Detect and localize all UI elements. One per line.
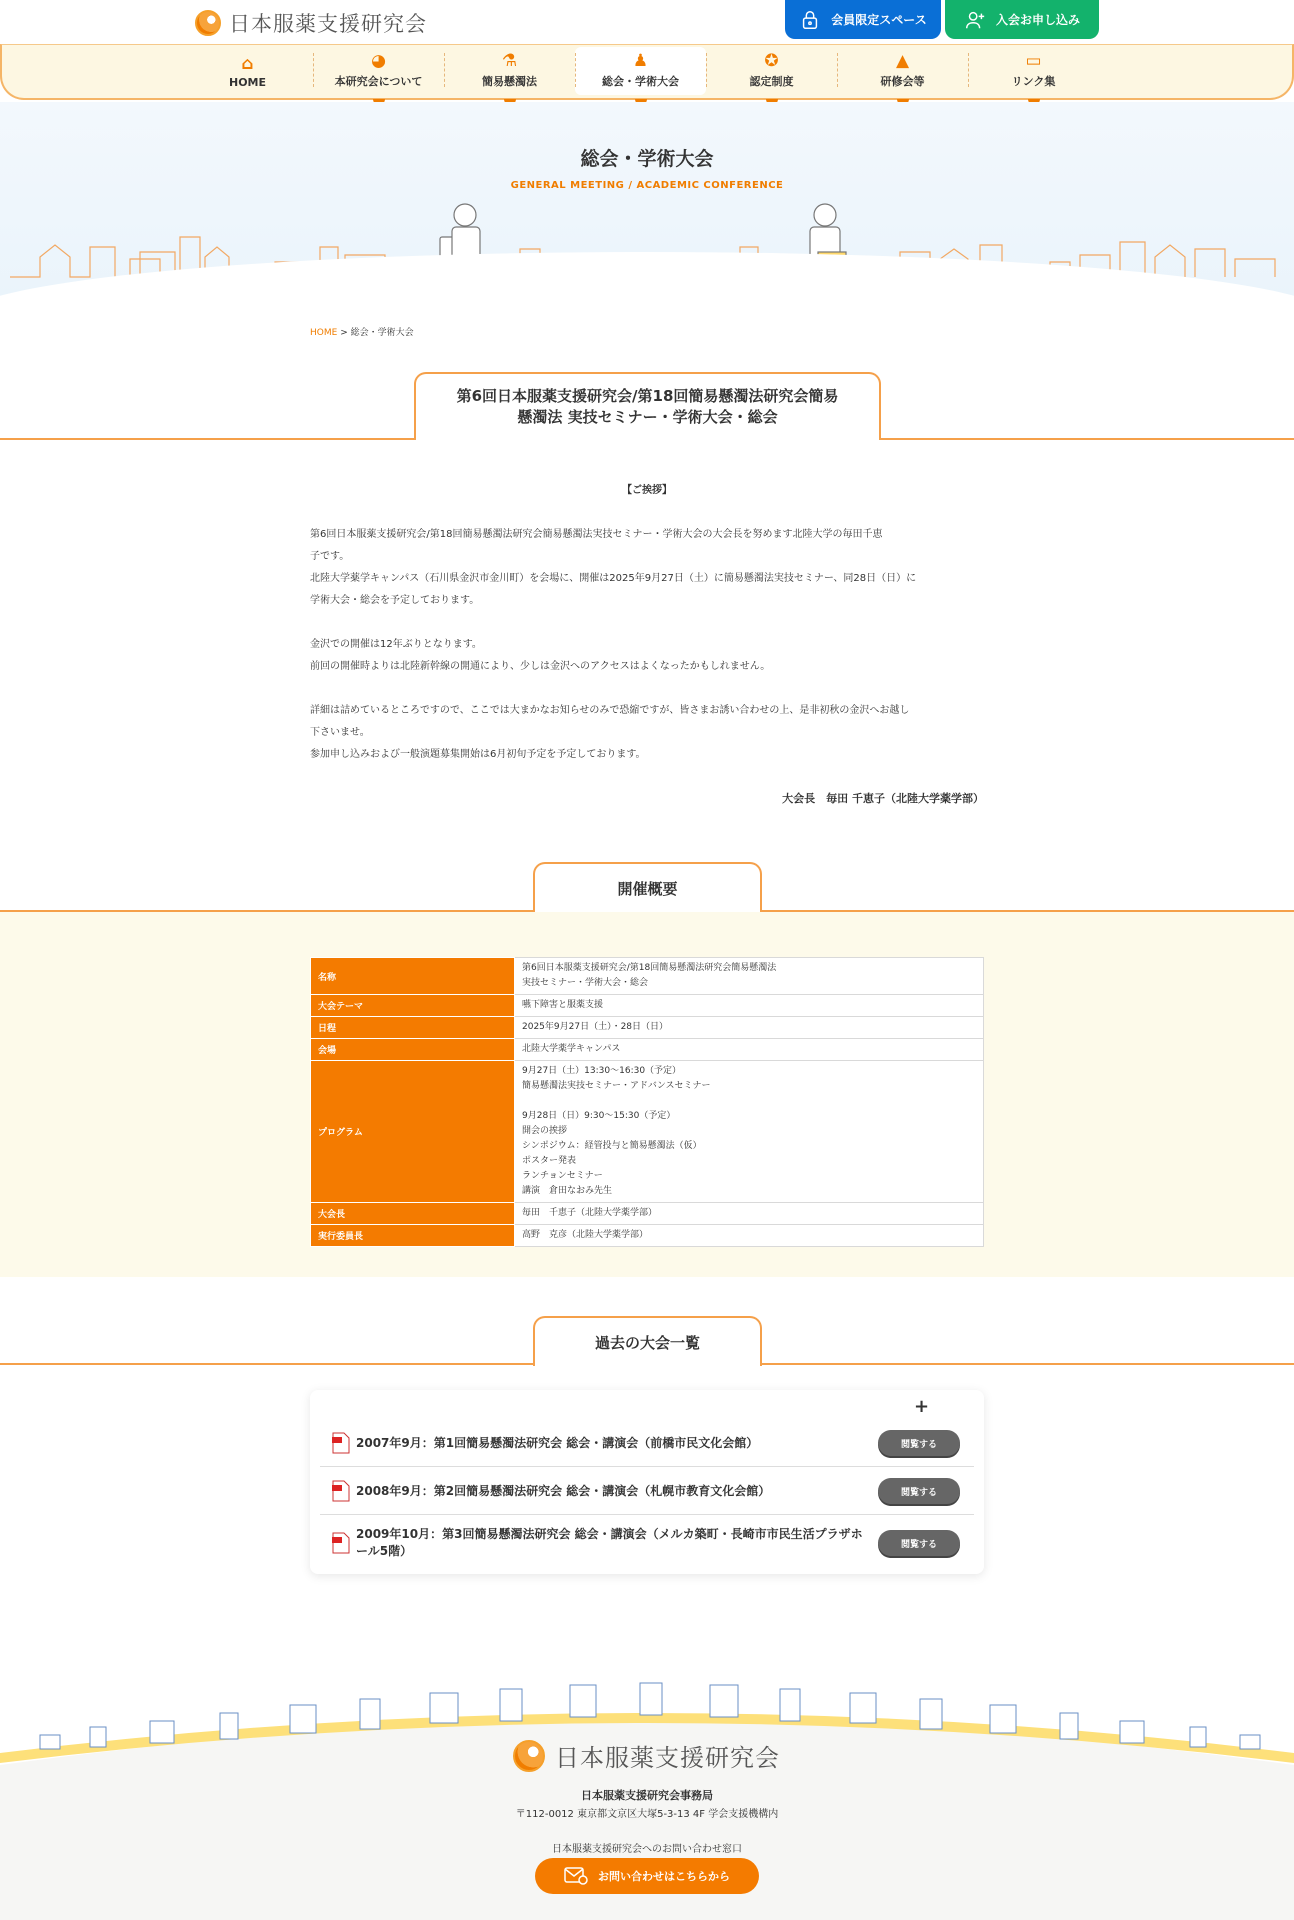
- value-line: 実技セミナー・学術大会・総会: [522, 978, 649, 988]
- nav-item-home[interactable]: [182, 47, 313, 95]
- signature: 大会長 毎田 千恵子（北陸大学薬学部）: [782, 792, 984, 805]
- text-line: 北陸大学薬学キャンパス（石川県金沢市金川町）を会場に、開催は2025年9月27日（土）に簡易懸濁法実技セミナー、同28日（日）に: [310, 573, 917, 584]
- row-label: 名称: [311, 958, 515, 995]
- list-item: [320, 1468, 974, 1515]
- greeting-section: [310, 480, 984, 810]
- text-line: 下さいませ。: [310, 727, 370, 738]
- row-value: 毎田 千恵子（北陸大学薬学部）: [515, 1203, 984, 1225]
- greeting-paragraph: [310, 700, 984, 766]
- global-nav: [182, 47, 1099, 95]
- nav-item-about[interactable]: [313, 47, 444, 95]
- nav-item-training[interactable]: [837, 47, 968, 95]
- value-line: ランチョンセミナー: [522, 1171, 603, 1181]
- site-footer: [0, 1655, 1294, 1920]
- table-row: [311, 995, 984, 1017]
- nav-item-certification[interactable]: [706, 47, 837, 95]
- contact-button[interactable]: [535, 1858, 759, 1894]
- nav-label: 簡易懸濁法: [482, 75, 537, 88]
- site-header: [0, 0, 1294, 102]
- conference-icon: ♟: [632, 51, 649, 71]
- text-line: 学術大会・総会を予定しております。: [310, 595, 480, 606]
- breadcrumb-current: 総会・学術大会: [350, 328, 414, 338]
- logo-mark-icon: [513, 1740, 545, 1772]
- row-label: 日程: [311, 1017, 515, 1039]
- overview-table: [310, 957, 984, 1247]
- overview-heading: 開催概要: [533, 862, 762, 912]
- expand-toggle-icon[interactable]: +: [914, 1396, 930, 1417]
- row-label: 大会テーマ: [311, 995, 515, 1017]
- row-value: 北陸大学薬学キャンパス: [515, 1039, 984, 1061]
- breadcrumb-separator: >: [340, 328, 348, 338]
- join-label: 入会お申し込み: [995, 13, 1080, 27]
- table-row: [311, 1203, 984, 1225]
- value-line: 9月27日（土）13:30〜16:30（予定）: [522, 1066, 682, 1076]
- greeting-paragraph: [310, 524, 984, 612]
- text-line: 金沢での開催は12年ぶりとなります。: [310, 639, 482, 650]
- page-hero: [0, 102, 1294, 302]
- table-row: [311, 1017, 984, 1039]
- table-row: [311, 958, 984, 995]
- greeting-heading: 【ご挨拶】: [622, 485, 672, 496]
- value-line: 開会の挨拶: [522, 1126, 568, 1136]
- value-line: 第6回日本服薬支援研究会/第18回簡易懸濁法研究会簡易懸濁法: [522, 963, 777, 973]
- footer-contact-label: 日本服薬支援研究会へのお問い合わせ窓口: [552, 1844, 742, 1855]
- medicine-icon: ⚗: [501, 51, 518, 71]
- table-row: [311, 1039, 984, 1061]
- value-line: シンポジウム：経管投与と簡易懸濁法（仮）: [522, 1141, 702, 1151]
- page-title: 総会・学術大会: [580, 148, 714, 170]
- nav-label: リンク集: [1011, 75, 1056, 88]
- past-item-title: [356, 1526, 878, 1560]
- mail-icon: [564, 1867, 588, 1885]
- text-line: 参加申し込みおよび一般演題募集開始は6月初旬予定を予定しております。: [310, 749, 646, 760]
- nav-item-links[interactable]: [968, 47, 1099, 95]
- pdf-icon: [332, 1480, 350, 1502]
- nav-label: 総会・学術大会: [602, 75, 679, 88]
- nav-item-suspension[interactable]: [444, 47, 575, 95]
- nav-item-conference[interactable]: [575, 47, 706, 95]
- past-conference-list: [310, 1390, 984, 1574]
- row-label: 大会長: [311, 1203, 515, 1225]
- value-line: 講演 倉田なおみ先生: [522, 1186, 613, 1196]
- text-line: 子です。: [310, 551, 350, 562]
- nav-label: 認定制度: [749, 75, 794, 88]
- table-row: [311, 1225, 984, 1247]
- row-value: [515, 1061, 984, 1203]
- row-value: 2025年9月27日（土）・28日（日）: [515, 1017, 984, 1039]
- badge-icon: ✪: [764, 51, 779, 71]
- row-value: 嚥下障害と服薬支援: [515, 995, 984, 1017]
- footer-address: 〒112-0012 東京都文京区大塚5-3-13 4F 学会支援機構内: [515, 1809, 779, 1820]
- breadcrumb: [310, 325, 414, 338]
- user-plus-icon: [964, 9, 986, 31]
- logo-icon: ◕: [371, 51, 386, 71]
- text-line: 2009年10月：第3回簡易懸濁法研究会 総会・講演会（メルカ築町・長崎市市民生活プラザホ: [356, 1527, 863, 1541]
- row-label: 会場: [311, 1039, 515, 1061]
- footer-logo-text: 日本服薬支援研究会: [555, 1744, 780, 1772]
- page-subtitle: GENERAL MEETING / ACADEMIC CONFERENCE: [510, 180, 784, 191]
- pdf-icon: [332, 1532, 350, 1554]
- text-line: ール5階）: [356, 1544, 413, 1558]
- text-line: 前回の開催時よりは北陸新幹線の開通により、少しは金沢へのアクセスはよくなったかもしれません。: [310, 661, 771, 672]
- list-item: [320, 1516, 974, 1570]
- nav-label: HOME: [228, 76, 267, 89]
- pdf-icon: [332, 1432, 350, 1454]
- monitor-icon: ▭: [1025, 51, 1042, 71]
- value-line: 簡易懸濁法実技セミナー・アドバンスセミナー: [522, 1081, 711, 1091]
- row-label: 実行委員長: [311, 1225, 515, 1247]
- breadcrumb-home-link[interactable]: HOME: [310, 328, 338, 338]
- text-line: 第6回日本服薬支援研究会/第18回簡易懸濁法研究会簡易懸濁法実技セミナー・学術大会の大会長を努めます北陸大学の毎田千恵: [310, 529, 883, 540]
- logo-mark-icon: [195, 10, 221, 36]
- view-button[interactable]: 閲覧する: [878, 1530, 960, 1556]
- list-item: [320, 1420, 974, 1467]
- greeting-paragraph: [310, 634, 984, 678]
- contact-button-label: お問い合わせはこちらから: [598, 1870, 730, 1883]
- row-label: プログラム: [311, 1061, 515, 1203]
- training-icon: ▲: [895, 51, 910, 71]
- past-item-title: 2008年9月：第2回簡易懸濁法研究会 総会・講演会（札幌市教育文化会館）: [356, 1483, 771, 1498]
- past-item-title: 2007年9月：第1回簡易懸濁法研究会 総会・講演会（前橋市民文化会館）: [356, 1435, 759, 1450]
- table-row: [311, 1061, 984, 1203]
- view-button[interactable]: 閲覧する: [878, 1430, 960, 1456]
- past-heading: 過去の大会一覧: [533, 1316, 762, 1366]
- conference-title: [414, 372, 881, 440]
- value-line: 9月28日（日）9:30〜15:30（予定）: [522, 1111, 676, 1121]
- logo-text: 日本服薬支援研究会: [229, 12, 427, 36]
- nav-label: 本研究会について: [334, 75, 423, 88]
- member-space-button[interactable]: [785, 0, 941, 39]
- view-button[interactable]: 閲覧する: [878, 1478, 960, 1504]
- lock-icon: [799, 9, 821, 31]
- join-button[interactable]: [945, 0, 1099, 39]
- conference-title-line: 懸濁法 実技セミナー・学術大会・総会: [517, 408, 778, 426]
- row-value: 高野 克彦（北陸大学薬学部）: [515, 1225, 984, 1247]
- footer-logo[interactable]: [513, 1738, 780, 1773]
- member-space-label: 会員限定スペース: [831, 13, 927, 27]
- site-logo[interactable]: [195, 8, 427, 38]
- text-line: 詳細は詰めているところですので、ここでは大まかなお知らせのみで恐縮ですが、皆さまお誘い合わせの上、是非初秋の金沢へお越し: [310, 705, 910, 716]
- row-value: [515, 958, 984, 995]
- conference-title-line: 第6回日本服薬支援研究会/第18回簡易懸濁法研究会簡易: [456, 387, 839, 405]
- nav-label: 研修会等: [880, 75, 925, 88]
- home-icon: ⌂: [241, 54, 254, 74]
- footer-office: 日本服薬支援研究会事務局: [581, 1789, 713, 1802]
- value-line: ポスター発表: [522, 1156, 577, 1166]
